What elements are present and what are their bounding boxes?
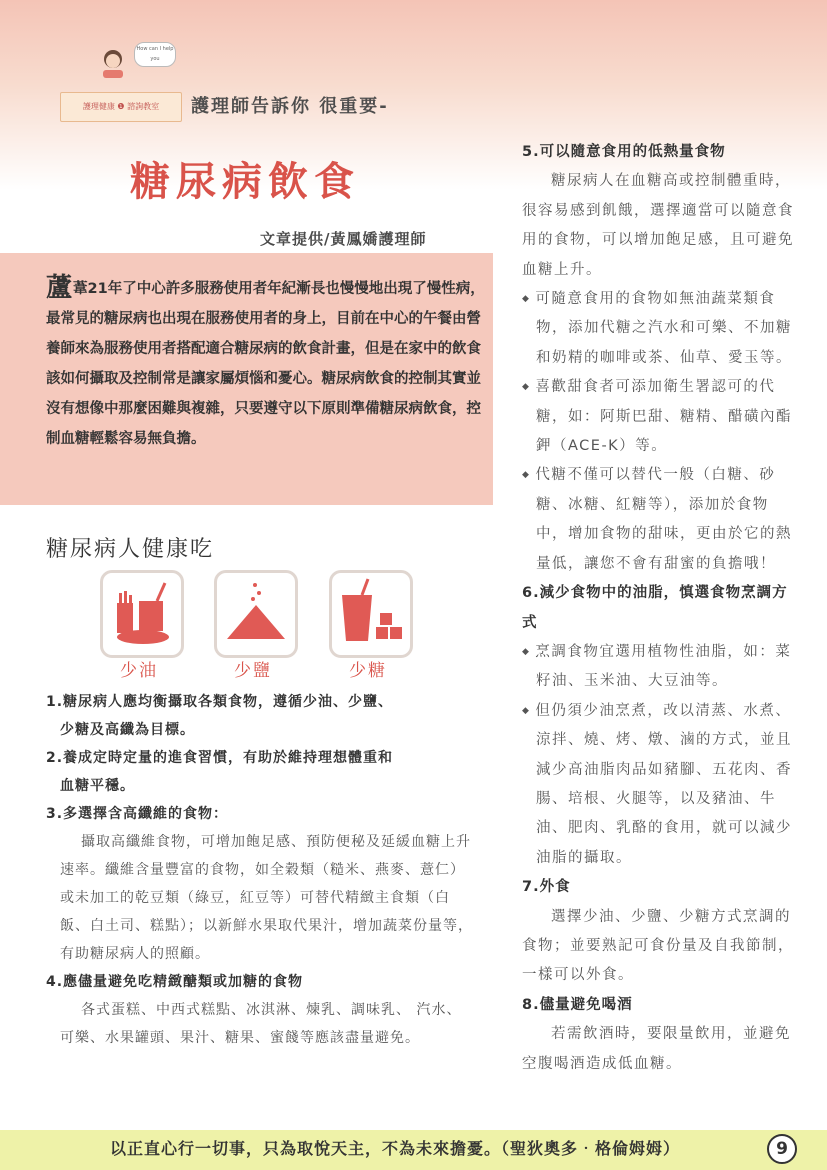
intro-drop-cap: 蘆 (46, 273, 73, 303)
item-5-bullet-3: ◆ 代糖不僅可以替代一般（白糖、砂糖、冰糖、紅糖等），添加於食物中，增加食物的甜味，更由於它的熱量低，讓您不會有甜蜜的負擔哦！ (522, 461, 797, 579)
logo-desk-label: 護理健康 ❶ 諮詢教室 (60, 92, 182, 122)
item-3-heading: 3.多選擇含高纖維的食物： (46, 806, 229, 822)
nurse-icon (100, 48, 126, 78)
intro-body: 葦21年了中心許多服務使用者年紀漸長也慢慢地出現了慢性病，最常見的糖尿病也出現在服務使用者的身上，目前在中心的午餐由營養師來為服務使用者搭配適合糖尿病的飲食計畫，但是在家中的飲食該如何攝取及控制常是讓家屬煩惱和憂心。糖尿病飲食的控制其實並沒有想像中那麼困難與複雜，只要遵守以下原則準備糖尿病飲食，控制血糖輕鬆容易無負擔。 (46, 281, 485, 447)
left-column (46, 688, 476, 1052)
speech-bubble-icon (134, 42, 176, 67)
article-author: 文章提供/黃鳳嬌護理師 (260, 230, 427, 248)
drink-sugar-cubes-icon (329, 570, 413, 658)
item-6-bullet-1: ◆ 烹調食物宜選用植物性油脂，如：菜籽油、玉米油、大豆油等。 (522, 638, 797, 697)
item-1-heading-cont: 少糖及高纖為目標。 (60, 722, 195, 738)
right-column (522, 138, 797, 1079)
item-2-heading: 2.養成定時定量的進食習慣，有助於維持理想體重和 (46, 750, 394, 766)
intro-paragraph (46, 273, 486, 454)
logo-bubble-text: How can I help you (136, 46, 174, 62)
item-5-body: 糖尿病人在血糖高或控制體重時，很容易感到飢餓，選擇適當可以隨意食用的食物，可以增加飽足感，且可避免血糖上升。 (522, 173, 794, 278)
item-4-body: 各式蛋糕、中西式糕點、冰淇淋、煉乳、調味乳、 汽水、可樂、水果罐頭、果汁、糖果、蜜餞等應該盡量避免。 (60, 1002, 462, 1046)
article-title: 糖尿病飲食 (130, 159, 360, 205)
header-title: 護理師告訴你 很重要- (191, 96, 389, 117)
nurse-logo (60, 40, 180, 124)
item-6-heading: 6.減少食物中的油脂，慎選食物烹調方式 (522, 585, 788, 631)
fast-food-icon (100, 570, 184, 658)
item-5-bullet-1: ◆ 可隨意食用的食物如無油蔬菜類食物，添加代糖之汽水和可樂、不加糖和奶精的咖啡或茶、仙草、愛玉等。 (522, 285, 797, 373)
icon-label-less-oil: 少油 (120, 661, 158, 681)
icon-label-less-sugar: 少糖 (349, 661, 387, 681)
icon-label-less-salt: 少鹽 (234, 661, 272, 681)
salt-pile-icon (214, 570, 298, 658)
healthy-eating-title: 糖尿病人健康吃 (46, 537, 215, 562)
item-7-heading: 7.外食 (522, 879, 571, 896)
footer-quote: 以正直心行一切事，只為取悅天主，不為未來擔憂。（聖狄奧多‧格倫姆姆） (110, 1139, 681, 1158)
item-1-heading: 1.糖尿病人應均衡攝取各類食物，遵循少油、少鹽、 (46, 694, 394, 710)
page-number: 9 (767, 1134, 797, 1164)
item-6-bullet-2: ◆ 但仍須少油烹煮，改以清蒸、水煮、涼拌、燒、烤、燉、滷的方式，並且減少高油脂肉品如豬腳、五花肉、香腸、培根、火腿等，以及豬油、牛油、肥肉、乳酪的食用，就可以減少油脂的攝取。 (522, 697, 797, 873)
item-7-body: 選擇少油、少鹽、少糖方式烹調的食物；並要熟記可食份量及自我節制，一樣可以外食。 (522, 908, 794, 984)
item-8-heading: 8.儘量避免喝酒 (522, 996, 633, 1013)
item-5-heading: 5.可以隨意食用的低熱量食物 (522, 144, 726, 160)
item-5-bullet-2: ◆ 喜歡甜食者可添加衛生署認可的代糖，如：阿斯巴甜、糖精、醋磺內酯鉀（ACE-K）等。 (522, 373, 797, 461)
item-8-body: 若需飲酒時，要限量飲用，並避免空腹喝酒造成低血糖。 (522, 1026, 791, 1072)
item-2-heading-cont: 血糖平穩。 (60, 778, 135, 794)
item-3-body: 攝取高纖維食物，可增加飽足感、預防便秘及延緩血糖上升速率。纖維含量豐富的食物，如全穀類（糙米、燕麥、薏仁）或未加工的乾豆類（綠豆，紅豆等）可替代精緻主食類（白飯、白土司、糕點）；以新鮮水果取代果汁，增加蔬菜份量等，有助糖尿病人的照顧。 (60, 834, 473, 962)
item-4-heading: 4.應儘量避免吃精緻醣類或加糖的食物 (46, 974, 304, 990)
